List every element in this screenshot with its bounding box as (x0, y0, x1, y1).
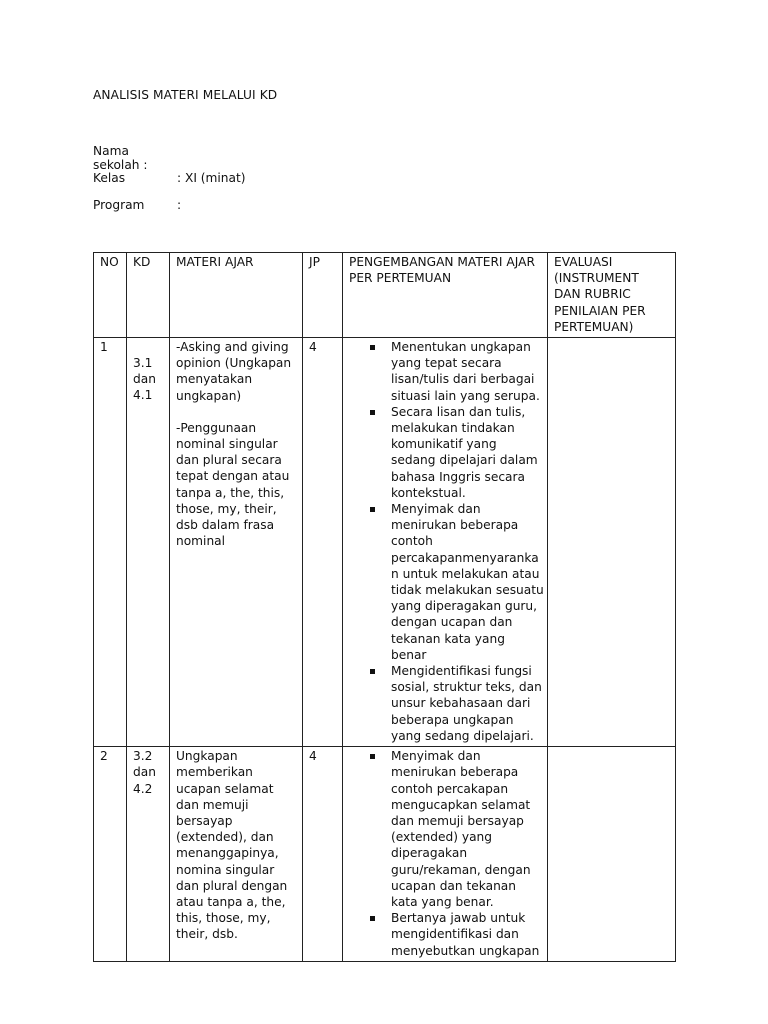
header-no: NO (94, 253, 127, 338)
list-item-text: Menyimak dan menirukan beberapa contoh percakapanmenyaranka n untuk melakukan atau tidak melakukan sesuatu yang diperagakan guru, dengan ucapan dan tekanan kata yang benar (391, 502, 544, 662)
list-item (343, 748, 544, 910)
list-item-text: Menyimak dan menirukan beberapa contoh percakapan mengucapkan selamat dan memuji bersayap (extended) yang diperagakan guru/rekaman, dengan ucapan dan tekanan kata yang benar. (391, 749, 531, 909)
list-item (343, 404, 544, 501)
header-materi-ajar: MATERI AJAR (170, 253, 303, 338)
header-kd: KD (127, 253, 170, 338)
cell-kd (127, 338, 170, 747)
cell-no: 1 (94, 338, 127, 747)
table-row (94, 747, 676, 962)
header-evaluasi: EVALUASI (INSTRUMENT DAN RUBRIC PENILAIAN PER PERTEMUAN) (548, 253, 676, 338)
list-item (343, 339, 544, 404)
materi-paragraph: Ungkapan memberikan ucapan selamat dan memuji bersayap (extended), dan menanggapinya, nomina singular dan plural dengan atau tanpa a, the, this, those, my, their, dsb. (176, 749, 288, 942)
field-kelas (93, 171, 246, 185)
cell-materi (170, 747, 303, 962)
bullet-list (343, 748, 544, 959)
cell-no: 2 (94, 747, 127, 962)
field-value: : XI (minat) (177, 171, 246, 185)
list-item-text: Bertanya jawab untuk mengidentifikasi dan menyebutkan ungkapan (391, 911, 540, 958)
bullet-square-icon (370, 410, 375, 415)
bullet-square-icon (370, 345, 375, 350)
field-nama-sekolah (93, 144, 177, 172)
cell-kd (127, 747, 170, 962)
list-item-text: Mengidentifikasi fungsi sosial, struktur teks, dan unsur kebahasaan dari beberapa ungkapan yang sedang dipelajari. (391, 664, 542, 743)
list-item (343, 663, 544, 744)
cell-materi (170, 338, 303, 747)
cell-pengembangan (343, 747, 548, 962)
table-row (94, 338, 676, 747)
table-header-row (94, 253, 676, 338)
kd-value: 3.2 dan 4.2 (133, 749, 156, 796)
cell-evaluasi (548, 747, 676, 962)
document-title: ANALISIS MATERI MELALUI KD (93, 88, 278, 102)
bullet-square-icon (370, 916, 375, 921)
cell-jp: 4 (303, 338, 343, 747)
analysis-table (93, 252, 676, 962)
cell-jp: 4 (303, 747, 343, 962)
cell-evaluasi (548, 338, 676, 747)
bullet-square-icon (370, 669, 375, 674)
list-item (343, 501, 544, 663)
header-jp: JP (303, 253, 343, 338)
field-label: Program (93, 198, 145, 212)
header-pengembangan: PENGEMBANGAN MATERI AJAR PER PERTEMUAN (343, 253, 548, 338)
bullet-square-icon (370, 754, 375, 759)
materi-paragraph: -Asking and giving opinion (Ungkapan menyatakan ungkapan) (176, 340, 292, 403)
list-item-text: Menentukan ungkapan yang tepat secara lisan/tulis dari berbagai situasi lain yang serupa. (391, 340, 540, 403)
bullet-square-icon (370, 507, 375, 512)
field-value: : (177, 198, 182, 212)
field-label: Nama sekolah : (93, 144, 148, 172)
cell-pengembangan (343, 338, 548, 747)
field-label: Kelas (93, 171, 126, 185)
list-item-text: Secara lisan dan tulis, melakukan tindakan komunikatif yang sedang dipelajari dalam bahasa Inggris secara kontekstual. (391, 404, 538, 500)
field-program (93, 198, 181, 212)
kd-value: 3.1 dan 4.1 (133, 356, 156, 403)
bullet-list (343, 339, 544, 744)
materi-paragraph: -Penggunaan nominal singular dan plural secara tepat dengan atau tanpa a, the, this, those, my, their, dsb dalam frasa nominal (176, 420, 290, 549)
list-item (343, 910, 544, 959)
